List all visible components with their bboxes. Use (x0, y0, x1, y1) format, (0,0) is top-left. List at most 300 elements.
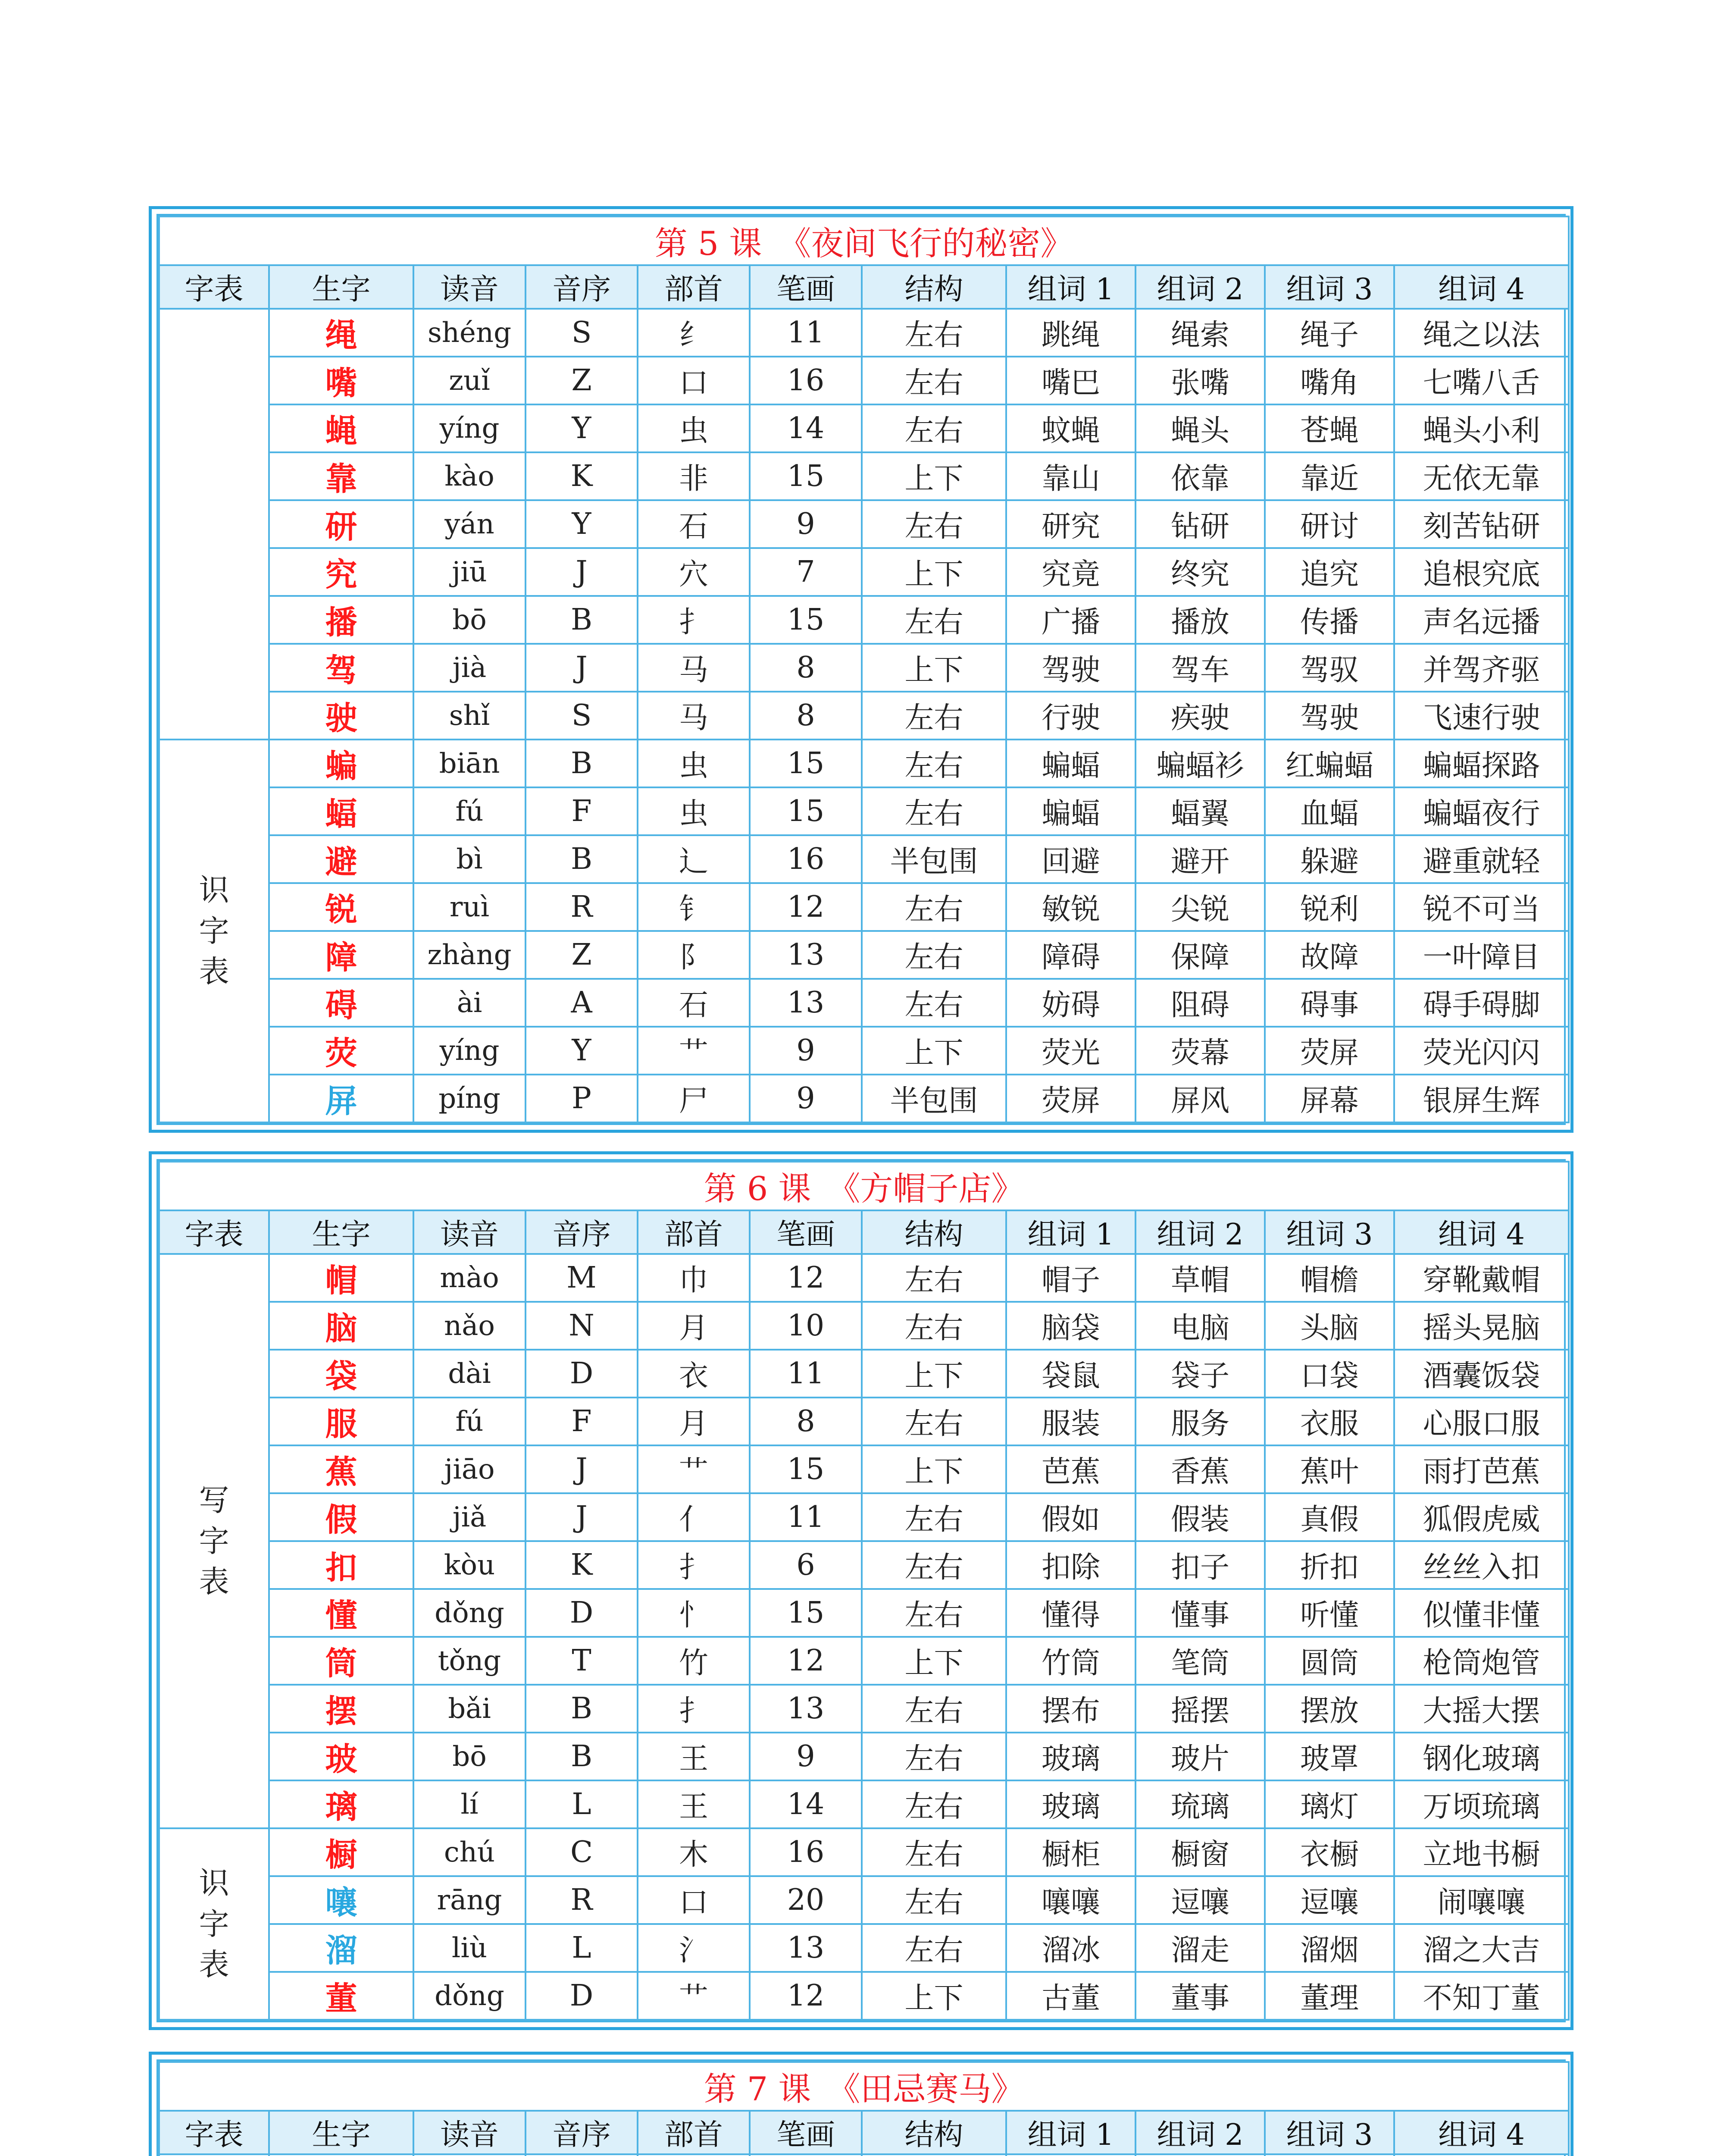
word2-cell: 尖锐 (1135, 883, 1265, 931)
word1-cell: 袋鼠 (1006, 1350, 1135, 1398)
pinyin-cell: lí (413, 1780, 525, 1828)
column-header: 字表 (159, 265, 269, 309)
radical-cell: 虫 (638, 404, 750, 452)
initial-cell: S (525, 692, 638, 740)
structure-cell: 左右 (862, 1780, 1006, 1828)
structure-cell: 左右 (862, 404, 1006, 452)
char-cell: 懂 (269, 1589, 413, 1637)
word4-cell: 丝丝入扣 (1394, 1541, 1569, 1589)
word1-cell: 脑袋 (1006, 1302, 1135, 1350)
word1-cell: 靠山 (1006, 452, 1135, 500)
word2-cell: 驾车 (1135, 644, 1265, 692)
word3-cell: 故障 (1265, 931, 1394, 979)
pinyin-cell: kào (413, 452, 525, 500)
word2-cell: 避开 (1135, 835, 1265, 883)
word2-cell: 绳索 (1135, 309, 1265, 357)
structure-cell: 半包围 (862, 1075, 1006, 1122)
strokes-cell: 9 (750, 1027, 862, 1075)
word4-cell: 摇头晃脑 (1394, 1302, 1569, 1350)
char-cell: 驶 (269, 692, 413, 740)
word4-cell: 无依无靠 (1394, 452, 1569, 500)
char-cell: 蝠 (269, 787, 413, 835)
word3-cell (1265, 2154, 1394, 2156)
initial-cell: C (525, 1828, 638, 1876)
table-row (159, 692, 1569, 740)
pinyin-cell: bō (413, 1733, 525, 1780)
word1-cell: 摆布 (1006, 1685, 1135, 1733)
word2-cell: 保障 (1135, 931, 1265, 979)
word1-cell: 蚊蝇 (1006, 404, 1135, 452)
word4-cell: 并驾齐驱 (1394, 644, 1569, 692)
char-cell: 璃 (269, 1780, 413, 1828)
table-row (159, 1398, 1569, 1445)
table-row (159, 787, 1569, 835)
structure-cell: 左右 (862, 1876, 1006, 1924)
strokes-cell: 11 (750, 1493, 862, 1541)
word1-cell: 假如 (1006, 1493, 1135, 1541)
word3-cell: 溜烟 (1265, 1924, 1394, 1972)
column-header: 组词 3 (1265, 265, 1394, 309)
structure-cell: 左右 (862, 1398, 1006, 1445)
word1-cell: 嘴巴 (1006, 357, 1135, 404)
word4-cell: 大摇大摆 (1394, 1685, 1569, 1733)
initial-cell: K (525, 452, 638, 500)
word2-cell: 橱窗 (1135, 1828, 1265, 1876)
table-row (159, 931, 1569, 979)
radical-cell: 尸 (638, 1075, 750, 1122)
pinyin-cell: shéng (413, 309, 525, 357)
column-header: 组词 1 (1006, 265, 1135, 309)
pinyin-cell: jià (413, 644, 525, 692)
word3-cell: 研讨 (1265, 500, 1394, 548)
radical-cell: 巾 (638, 1254, 750, 1302)
structure-cell: 左右 (862, 1302, 1006, 1350)
pinyin-cell: fú (413, 787, 525, 835)
word2-cell: 电脑 (1135, 1302, 1265, 1350)
char-cell: 荧 (269, 1027, 413, 1075)
column-header: 组词 2 (1135, 265, 1265, 309)
word3-cell: 头脑 (1265, 1302, 1394, 1350)
word1-cell: 驾驶 (1006, 644, 1135, 692)
structure-cell: 左右 (862, 309, 1006, 357)
char-cell: 橱 (269, 1828, 413, 1876)
char-cell: 假 (269, 1493, 413, 1541)
word3-cell: 摆放 (1265, 1685, 1394, 1733)
char-cell (269, 2154, 413, 2156)
strokes-cell: 14 (750, 404, 862, 452)
radical-cell: 王 (638, 1780, 750, 1828)
word1-cell: 帽子 (1006, 1254, 1135, 1302)
table-row (159, 500, 1569, 548)
radical-cell: 王 (638, 1733, 750, 1780)
table-row (159, 596, 1569, 644)
table-row (159, 1924, 1569, 1972)
pinyin-cell: yíng (413, 404, 525, 452)
word3-cell: 蕉叶 (1265, 1445, 1394, 1493)
word4-cell: 枪筒炮管 (1394, 1637, 1569, 1685)
lesson-table (158, 1161, 1570, 2021)
word3-cell: 驾驶 (1265, 692, 1394, 740)
strokes-cell: 12 (750, 1637, 862, 1685)
pinyin-cell: jiǎ (413, 1493, 525, 1541)
char-cell: 锐 (269, 883, 413, 931)
radical-cell: 辶 (638, 835, 750, 883)
initial-cell: S (525, 309, 638, 357)
word1-cell: 蝙蝠 (1006, 787, 1135, 835)
word3-cell: 真假 (1265, 1493, 1394, 1541)
word1-cell: 嚷嚷 (1006, 1876, 1135, 1924)
word2-cell: 懂事 (1135, 1589, 1265, 1637)
word2-cell: 香蕉 (1135, 1445, 1265, 1493)
char-cell: 播 (269, 596, 413, 644)
word2-cell: 屏风 (1135, 1075, 1265, 1122)
radical-cell: 虫 (638, 740, 750, 787)
structure-cell: 左右 (862, 596, 1006, 644)
structure-cell: 上下 (862, 644, 1006, 692)
word3-cell: 折扣 (1265, 1541, 1394, 1589)
structure-cell: 左右 (862, 1541, 1006, 1589)
initial-cell: D (525, 1589, 638, 1637)
table-row (159, 1075, 1569, 1122)
structure-cell: 左右 (862, 500, 1006, 548)
radical-cell: 非 (638, 452, 750, 500)
word1-cell: 研究 (1006, 500, 1135, 548)
char-cell: 脑 (269, 1302, 413, 1350)
char-cell: 研 (269, 500, 413, 548)
word2-cell: 播放 (1135, 596, 1265, 644)
structure-cell: 上下 (862, 1445, 1006, 1493)
column-header: 组词 3 (1265, 2111, 1394, 2154)
structure-cell: 左右 (862, 740, 1006, 787)
word3-cell: 传播 (1265, 596, 1394, 644)
pinyin-cell: dǒng (413, 1972, 525, 2020)
word2-cell: 逗嚷 (1135, 1876, 1265, 1924)
word2-cell: 溜走 (1135, 1924, 1265, 1972)
word3-cell: 躲避 (1265, 835, 1394, 883)
word4-cell: 心服口服 (1394, 1398, 1569, 1445)
pinyin-cell: tǒng (413, 1637, 525, 1685)
word3-cell: 驾驭 (1265, 644, 1394, 692)
word3-cell: 苍蝇 (1265, 404, 1394, 452)
initial-cell: Z (525, 357, 638, 404)
pinyin-cell: chú (413, 1828, 525, 1876)
word1-cell: 古董 (1006, 1972, 1135, 2020)
strokes-cell: 16 (750, 835, 862, 883)
word4-cell: 雨打芭蕉 (1394, 1445, 1569, 1493)
strokes-cell: 9 (750, 1075, 862, 1122)
lesson-7-table (149, 2052, 1573, 2156)
table-row (159, 644, 1569, 692)
word4-cell: 立地书橱 (1394, 1828, 1569, 1876)
lesson-5-table (149, 206, 1573, 1133)
strokes-cell: 6 (750, 1541, 862, 1589)
word3-cell: 衣橱 (1265, 1828, 1394, 1876)
pinyin-cell: jiū (413, 548, 525, 596)
char-cell: 玻 (269, 1733, 413, 1780)
category-cell: 识 字 表 (159, 740, 269, 1122)
initial-cell: J (525, 548, 638, 596)
table-row (159, 404, 1569, 452)
pinyin-cell: zuǐ (413, 357, 525, 404)
initial-cell: L (525, 1924, 638, 1972)
word4-cell: 刻苦钻研 (1394, 500, 1569, 548)
pinyin-cell: yán (413, 500, 525, 548)
radical-cell: 木 (638, 1828, 750, 1876)
word4-cell: 绳之以法 (1394, 309, 1569, 357)
table-row (159, 309, 1569, 357)
word2-cell: 琉璃 (1135, 1780, 1265, 1828)
column-header: 组词 4 (1394, 265, 1569, 309)
initial-cell: N (525, 1302, 638, 1350)
char-cell: 筒 (269, 1637, 413, 1685)
structure-cell: 左右 (862, 692, 1006, 740)
pinyin-cell: liù (413, 1924, 525, 1972)
word2-cell: 摇摆 (1135, 1685, 1265, 1733)
initial-cell: F (525, 1398, 638, 1445)
table-row (159, 1637, 1569, 1685)
strokes-cell: 9 (750, 1733, 862, 1780)
char-cell: 扣 (269, 1541, 413, 1589)
strokes-cell: 14 (750, 1780, 862, 1828)
radical-cell: 钅 (638, 883, 750, 931)
initial-cell: Y (525, 404, 638, 452)
radical-cell: 石 (638, 500, 750, 548)
char-cell: 靠 (269, 452, 413, 500)
column-header: 笔画 (750, 1210, 862, 1254)
initial-cell: B (525, 1733, 638, 1780)
radical-cell: 亻 (638, 1493, 750, 1541)
word4-cell: 银屏生辉 (1394, 1075, 1569, 1122)
pinyin-cell: shǐ (413, 692, 525, 740)
initial-cell: R (525, 1876, 638, 1924)
initial-cell: P (525, 1075, 638, 1122)
radical-cell: 月 (638, 1302, 750, 1350)
strokes-cell: 12 (750, 883, 862, 931)
word1-cell: 广播 (1006, 596, 1135, 644)
word3-cell: 衣服 (1265, 1398, 1394, 1445)
structure-cell (862, 2154, 1006, 2156)
char-cell: 蝙 (269, 740, 413, 787)
radical-cell: 石 (638, 979, 750, 1027)
char-cell: 驾 (269, 644, 413, 692)
column-header: 生字 (269, 265, 413, 309)
word4-cell: 似懂非懂 (1394, 1589, 1569, 1637)
pinyin-cell: biān (413, 740, 525, 787)
char-cell: 障 (269, 931, 413, 979)
word3-cell: 口袋 (1265, 1350, 1394, 1398)
word3-cell: 追究 (1265, 548, 1394, 596)
pinyin-cell: nǎo (413, 1302, 525, 1350)
initial-cell: L (525, 1780, 638, 1828)
column-header: 组词 2 (1135, 1210, 1265, 1254)
structure-cell: 左右 (862, 1733, 1006, 1780)
column-header: 组词 4 (1394, 1210, 1569, 1254)
word4-cell: 万顷琉璃 (1394, 1780, 1569, 1828)
initial-cell: D (525, 1350, 638, 1398)
strokes-cell: 13 (750, 979, 862, 1027)
word4-cell: 蝙蝠探路 (1394, 740, 1569, 787)
word1-cell: 蝙蝠 (1006, 740, 1135, 787)
structure-cell: 上下 (862, 1350, 1006, 1398)
column-header: 结构 (862, 1210, 1006, 1254)
initial-cell: Y (525, 1027, 638, 1075)
structure-cell: 上下 (862, 548, 1006, 596)
word1-cell: 玻璃 (1006, 1780, 1135, 1828)
word4-cell: 声名远播 (1394, 596, 1569, 644)
word4-cell: 不知丁董 (1394, 1972, 1569, 2020)
column-header: 组词 1 (1006, 2111, 1135, 2154)
structure-cell: 左右 (862, 979, 1006, 1027)
lesson-title: 第 5 课 《夜间飞行的秘密》 (159, 216, 1569, 265)
table-row (159, 1780, 1569, 1828)
word2-cell: 荧幕 (1135, 1027, 1265, 1075)
char-cell: 摆 (269, 1685, 413, 1733)
strokes-cell (750, 2154, 862, 2156)
char-cell: 蕉 (269, 1445, 413, 1493)
strokes-cell: 8 (750, 692, 862, 740)
column-header: 音序 (525, 265, 638, 309)
initial-cell: F (525, 787, 638, 835)
column-header: 笔画 (750, 265, 862, 309)
word3-cell: 碍事 (1265, 979, 1394, 1027)
radical-cell: 竹 (638, 1637, 750, 1685)
strokes-cell: 9 (750, 500, 862, 548)
word2-cell: 钻研 (1135, 500, 1265, 548)
radical-cell: 纟 (638, 309, 750, 357)
word1-cell: 芭蕉 (1006, 1445, 1135, 1493)
strokes-cell: 15 (750, 596, 862, 644)
word2-cell (1135, 2154, 1265, 2156)
table-row (159, 452, 1569, 500)
strokes-cell: 16 (750, 357, 862, 404)
word2-cell: 蝙蝠衫 (1135, 740, 1265, 787)
pinyin-cell: fú (413, 1398, 525, 1445)
word1-cell: 溜冰 (1006, 1924, 1135, 1972)
word3-cell: 靠近 (1265, 452, 1394, 500)
strokes-cell: 8 (750, 644, 862, 692)
category-cell: 识 字 表 (159, 1828, 269, 2020)
structure-cell: 左右 (862, 1589, 1006, 1637)
table-row (159, 1828, 1569, 1876)
word2-cell: 草帽 (1135, 1254, 1265, 1302)
word4-cell: 追根究底 (1394, 548, 1569, 596)
table-row (159, 835, 1569, 883)
pinyin-cell: zhàng (413, 931, 525, 979)
radical-cell: 口 (638, 357, 750, 404)
word4-cell: 酒囊饭袋 (1394, 1350, 1569, 1398)
word1-cell: 玻璃 (1006, 1733, 1135, 1780)
word2-cell: 张嘴 (1135, 357, 1265, 404)
lesson-title: 第 7 课 《田忌赛马》 (159, 2062, 1569, 2111)
table-row (159, 1685, 1569, 1733)
char-cell: 董 (269, 1972, 413, 2020)
pinyin-cell: mào (413, 1254, 525, 1302)
radical-cell: 艹 (638, 1445, 750, 1493)
word2-cell: 玻片 (1135, 1733, 1265, 1780)
char-cell: 嚷 (269, 1876, 413, 1924)
structure-cell: 左右 (862, 1924, 1006, 1972)
initial-cell: Z (525, 931, 638, 979)
word1-cell: 荧屏 (1006, 1075, 1135, 1122)
strokes-cell: 13 (750, 1685, 862, 1733)
structure-cell: 上下 (862, 1637, 1006, 1685)
column-header: 组词 1 (1006, 1210, 1135, 1254)
word2-cell: 蝠翼 (1135, 787, 1265, 835)
category-cell (159, 309, 269, 740)
word1-cell: 障碍 (1006, 931, 1135, 979)
radical-cell: 马 (638, 644, 750, 692)
word1-cell: 橱柜 (1006, 1828, 1135, 1876)
char-cell: 屏 (269, 1075, 413, 1122)
word1-cell: 荧光 (1006, 1027, 1135, 1075)
word2-cell: 假装 (1135, 1493, 1265, 1541)
pinyin-cell: ruì (413, 883, 525, 931)
char-cell: 碍 (269, 979, 413, 1027)
structure-cell: 左右 (862, 1685, 1006, 1733)
word3-cell: 绳子 (1265, 309, 1394, 357)
strokes-cell: 11 (750, 1350, 862, 1398)
column-header: 生字 (269, 2111, 413, 2154)
word2-cell: 疾驶 (1135, 692, 1265, 740)
column-header: 音序 (525, 2111, 638, 2154)
table-row (159, 740, 1569, 787)
word4-cell: 闹嚷嚷 (1394, 1876, 1569, 1924)
pinyin-cell (413, 2154, 525, 2156)
structure-cell: 半包围 (862, 835, 1006, 883)
pinyin-cell: píng (413, 1075, 525, 1122)
initial-cell: M (525, 1254, 638, 1302)
structure-cell: 左右 (862, 1493, 1006, 1541)
table-row (159, 2154, 1569, 2156)
word4-cell: 钢化玻璃 (1394, 1733, 1569, 1780)
radical-cell: 艹 (638, 1972, 750, 2020)
word2-cell: 笔筒 (1135, 1637, 1265, 1685)
lesson-table (158, 2061, 1570, 2156)
word3-cell: 嘴角 (1265, 357, 1394, 404)
word3-cell: 逗嚷 (1265, 1876, 1394, 1924)
strokes-cell: 11 (750, 309, 862, 357)
initial-cell (525, 2154, 638, 2156)
word4-cell: 碍手碍脚 (1394, 979, 1569, 1027)
initial-cell: A (525, 979, 638, 1027)
word4-cell: 荧光闪闪 (1394, 1027, 1569, 1075)
lesson-6-table (149, 1151, 1573, 2030)
pinyin-cell: jiāo (413, 1445, 525, 1493)
strokes-cell: 12 (750, 1972, 862, 2020)
char-cell: 溜 (269, 1924, 413, 1972)
char-cell: 绳 (269, 309, 413, 357)
pinyin-cell: yíng (413, 1027, 525, 1075)
word1-cell: 竹筒 (1006, 1637, 1135, 1685)
radical-cell: 阝 (638, 931, 750, 979)
char-cell: 服 (269, 1398, 413, 1445)
pinyin-cell: dǒng (413, 1589, 525, 1637)
lesson-table (158, 216, 1570, 1123)
initial-cell: J (525, 1493, 638, 1541)
column-header: 部首 (638, 2111, 750, 2154)
word1-cell: 懂得 (1006, 1589, 1135, 1637)
pinyin-cell: kòu (413, 1541, 525, 1589)
column-header: 结构 (862, 2111, 1006, 2154)
word1-cell: 妨碍 (1006, 979, 1135, 1027)
table-row (159, 1027, 1569, 1075)
word3-cell: 锐利 (1265, 883, 1394, 931)
word4-cell: 蝇头小利 (1394, 404, 1569, 452)
table-row (159, 548, 1569, 596)
strokes-cell: 15 (750, 740, 862, 787)
word1-cell: 行驶 (1006, 692, 1135, 740)
structure-cell: 左右 (862, 787, 1006, 835)
